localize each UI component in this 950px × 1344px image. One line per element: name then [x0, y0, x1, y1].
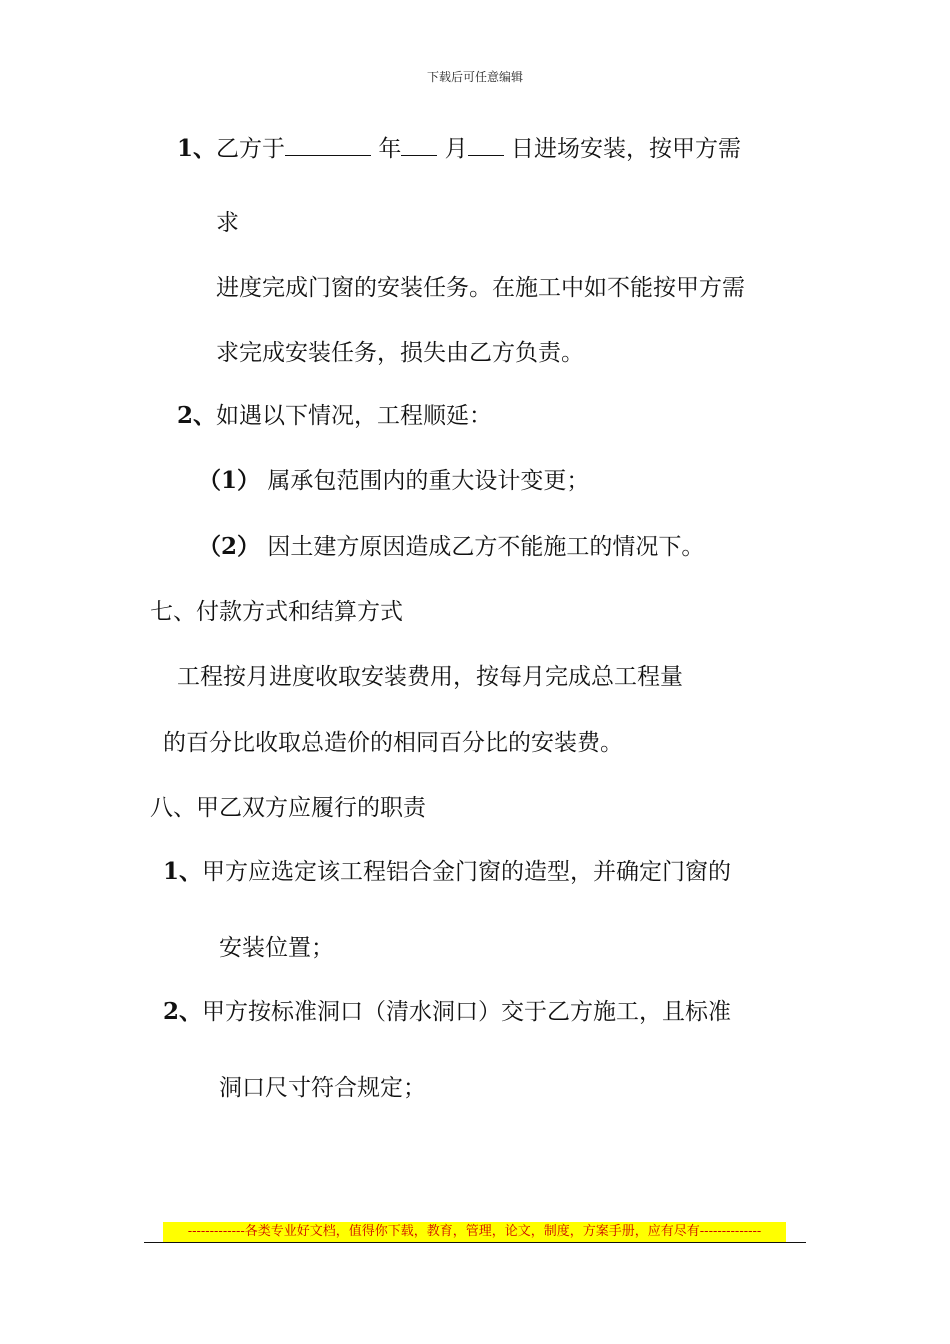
item2-line: [177, 401, 492, 431]
sub2-text: 因土建方原因造成乙方不能施工的情况下。: [267, 534, 705, 560]
item1-text-b: 年: [378, 136, 402, 162]
section8-item2-line2: 洞口尺寸符合规定；: [219, 1075, 426, 1101]
section8-item2-text: 甲方按标准洞口（清水洞口）交于乙方施工，且标准: [202, 999, 732, 1025]
item2-number: 2、: [177, 402, 217, 429]
item1-number: 1、: [177, 135, 217, 162]
year-blank: [285, 133, 371, 156]
item1-line4: 求完成安装任务，损失由乙方负责。: [216, 340, 584, 366]
item2-text: 如遇以下情况，工程顺延：: [216, 403, 493, 429]
section8-item1-text: 甲方应选定该工程铝合金门窗的造型，并确定门窗的: [202, 859, 732, 885]
month-blank: [401, 133, 437, 156]
day-blank: [468, 133, 504, 156]
section8-item1-number: 1、: [163, 858, 203, 885]
header-note: 下载后可任意编辑: [426, 70, 523, 84]
section7-line2: 的百分比收取总造价的相同百分比的安装费。: [163, 730, 623, 756]
section8-item2-number: 2、: [163, 998, 203, 1025]
section8-title: 八、甲乙双方应履行的职责: [150, 795, 426, 821]
section7-line1: 工程按月进度收取安装费用，按每月完成总工程量: [177, 664, 683, 690]
item1-text-a: 乙方于: [216, 136, 286, 162]
footer-banner: -------------各类专业好文档，值得你下载，教育，管理，论文，制度，方案手册，应有尽有--------------: [163, 1222, 786, 1242]
item1-text-d: 日进场安装，按甲方需: [510, 136, 741, 162]
footer-rule: [144, 1242, 806, 1243]
section7-title: 七、付款方式和结算方式: [150, 599, 403, 625]
sub1-line: [198, 466, 589, 496]
sub1-text: 属承包范围内的重大设计变更；: [267, 468, 590, 494]
sub2-line: [198, 532, 704, 562]
section8-item2-line1: [163, 997, 731, 1027]
section8-item1-line1: [163, 857, 731, 887]
sub2-number: （2）: [198, 533, 261, 560]
sub1-number: （1）: [198, 467, 261, 494]
item1-text-c: 月: [444, 136, 468, 162]
item1-line3: 进度完成门窗的安装任务。在施工中如不能按甲方需: [216, 275, 745, 301]
section8-item1-line2: 安装位置；: [219, 935, 334, 961]
item1-line1: [177, 133, 741, 164]
item1-line2: 求: [216, 210, 239, 236]
